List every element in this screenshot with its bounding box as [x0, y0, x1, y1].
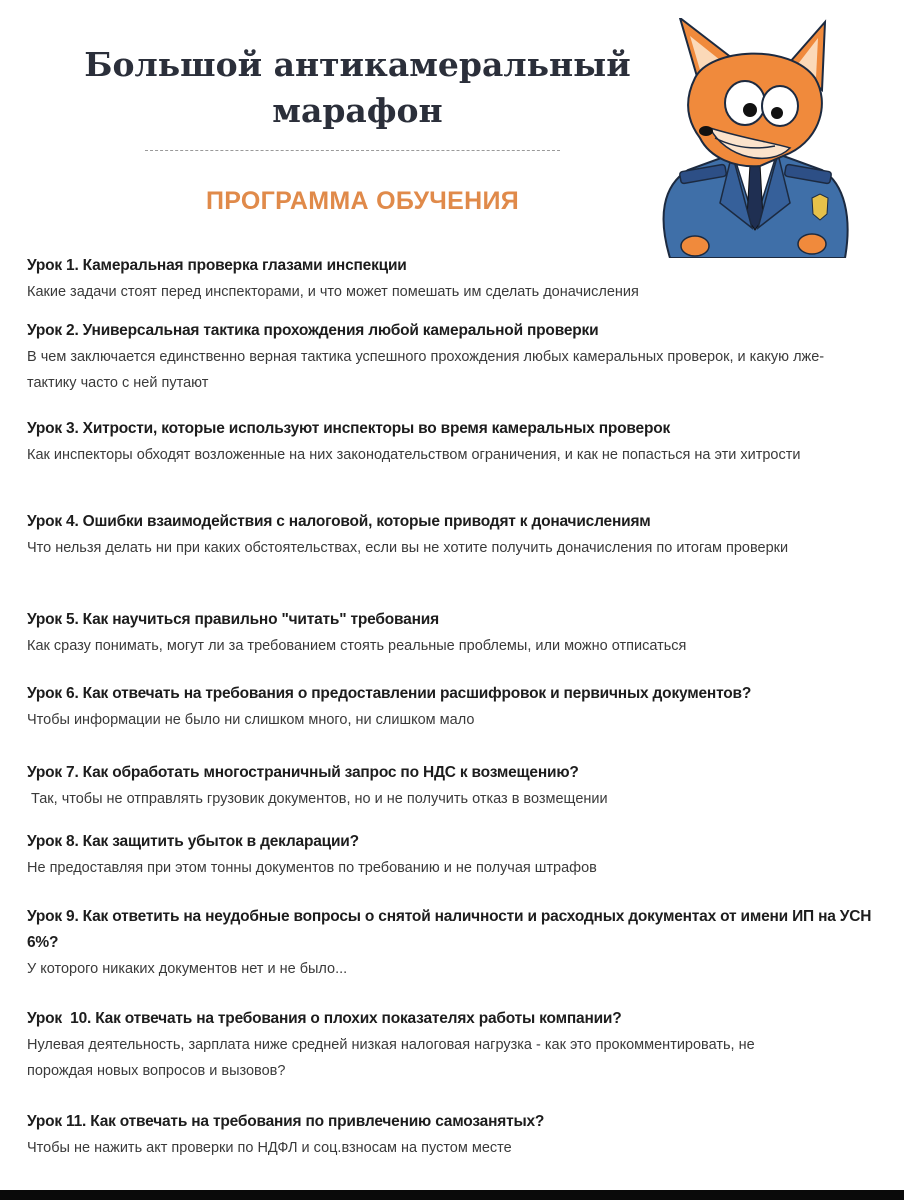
lesson-description: Как сразу понимать, могут ли за требованием стоять реальные проблемы, или можно отписаться — [27, 638, 687, 654]
lesson-description: Чтобы не нажить акт проверки по НДФЛ и соц.взносам на пустом месте — [27, 1140, 512, 1156]
lesson-title: Урок 5. Как научиться правильно "читать" требования — [27, 611, 439, 628]
lesson-6 — [27, 681, 897, 733]
lesson-title: Урок 3. Хитрости, которые используют инспекторы во время камеральных проверок — [27, 420, 671, 437]
fox-inspector-illustration — [640, 18, 855, 258]
lesson-title: Урок 9. Как ответить на неудобные вопросы о снятой наличности и расходных документах от имени ИП на УСН 6%? — [27, 908, 872, 951]
dashed-divider — [145, 150, 560, 151]
lesson-11 — [27, 1109, 897, 1161]
title-line-2: марафон — [272, 91, 443, 130]
lesson-description: Что нельзя делать ни при каких обстоятельствах, если вы не хотите получить доначисления по итогам проверки — [27, 540, 789, 556]
lesson-description: Не предоставляя при этом тонны документов по требованию и не получая штрафов — [27, 860, 597, 876]
lesson-description: Какие задачи стоят перед инспекторами, и что может помешать им сделать доначисления — [27, 284, 639, 300]
lesson-title: Урок 10. Как отвечать на требования о плохих показателях работы компании? — [27, 1010, 622, 1027]
lesson-title: Урок 2. Универсальная тактика прохождения любой камеральной проверки — [27, 322, 599, 339]
lesson-title: Урок 1. Камеральная проверка глазами инспекции — [27, 257, 407, 274]
lesson-title: Урок 7. Как обработать многостраничный запрос по НДС к возмещению? — [27, 764, 579, 781]
lesson-1 — [27, 253, 897, 305]
page-title — [70, 42, 645, 134]
lesson-description: Так, чтобы не отправлять грузовик документов, но и не получить отказ в возмещении — [27, 791, 608, 807]
section-subtitle: ПРОГРАММА ОБУЧЕНИЯ — [205, 187, 520, 215]
lesson-8 — [27, 829, 897, 881]
lesson-title: Урок 8. Как защитить убыток в декларации? — [27, 833, 359, 850]
lesson-description: Чтобы информации не было ни слишком много, ни слишком мало — [27, 712, 475, 728]
lesson-4 — [27, 509, 897, 561]
lesson-3 — [27, 416, 897, 468]
lesson-title: Урок 6. Как отвечать на требования о предоставлении расшифровок и первичных документов? — [27, 685, 752, 702]
lesson-description: Как инспекторы обходят возложенные на них законодательством ограничения, и как не попасться на эти хитрости — [27, 447, 801, 463]
lesson-10 — [27, 1006, 897, 1084]
lesson-9 — [27, 904, 897, 982]
title-line-1: Большой антикамеральный — [84, 45, 631, 84]
lesson-description: Нулевая деятельность, зарплата ниже средней низкая налоговая нагрузка - как это прокомментировать, не порождая новых вопросов и вызовов? — [27, 1037, 755, 1079]
lesson-5 — [27, 607, 897, 659]
lesson-7 — [27, 760, 897, 812]
lesson-description: У которого никаких документов нет и не было... — [27, 961, 348, 977]
lesson-2 — [27, 318, 897, 396]
lesson-description: В чем заключается единственно верная тактика успешного прохождения любых камеральных проверок, и какую лже-тактику часто с ней путают — [27, 349, 825, 391]
lesson-title: Урок 4. Ошибки взаимодействия с налоговой, которые приводят к доначислениям — [27, 513, 651, 530]
lesson-title: Урок 11. Как отвечать на требования по привлечению самозанятых? — [27, 1113, 545, 1130]
bottom-bar — [0, 1190, 904, 1200]
